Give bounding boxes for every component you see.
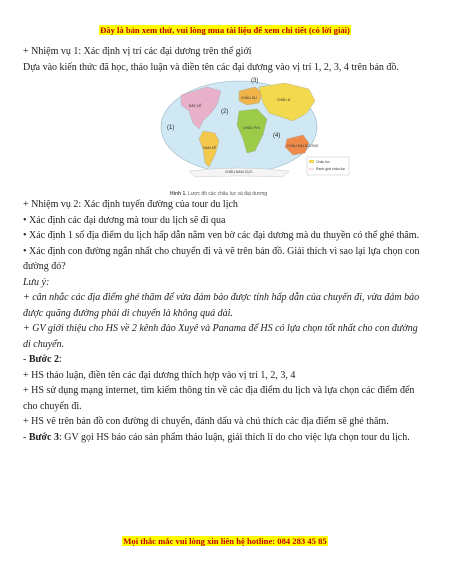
legend-boundary: Ranh giới châu lục [316,167,346,171]
marker-4: (4) [273,133,281,139]
step2-label: Bước 2 [28,354,59,365]
map-figure [23,77,427,197]
step2-heading [23,352,427,368]
preview-banner [0,25,450,35]
step3-label: Bước 3 [28,431,59,443]
label-asia: CHÂU Á [277,98,291,102]
document-body [23,44,427,445]
world-map [159,77,369,189]
step3-paragraph [23,430,427,446]
map-caption [170,187,267,203]
label-oceania: CHÂU ĐẠI DƯƠNG [287,144,319,148]
step3-prefix: - [23,431,29,443]
task1-text: Dựa vào kiến thức đã học, thảo luận và điền tên các đại dương vào vị trí 1, 2, 3, 4 trên bản đồ. [23,61,399,73]
label-south-america: NAM MĨ [203,146,216,150]
hotline-banner [0,536,450,546]
label-africa: CHÂU PHI [243,126,260,130]
note-item-2: + GV giới thiệu cho HS về 2 kênh đào Xuyê và Panama để HS có lựa chọn tốt nhất cho con đường di chuyển. [23,323,418,350]
label-antarctica: CHÂU NAM CỰC [225,170,253,174]
task2-heading: + Nhiệm vụ 2: Xác định tuyến đường của tour du lịch [23,199,238,210]
step2-item-2: + HS sử dụng mạng internet, tìm kiếm thông tin về các địa điểm du lịch và lựa chọn các điểm đến cho chuyến đi. [23,385,415,412]
step2-suffix: : [59,354,62,365]
marker-3: (3) [251,78,259,84]
label-europe: CHÂU ÂU [241,96,257,100]
step2-prefix: - [23,354,29,365]
caption-prefix: Hình 1. [170,191,187,197]
note-label: Lưu ý: [23,276,50,288]
legend-swatch [309,160,314,163]
marker-1: (1) [167,125,175,131]
label-north-america: BẮC MĨ [189,104,202,108]
map-legend [307,157,349,175]
step2-item-3: + HS vẽ trên bản đồ con đường di chuyển, đánh dấu và chú thích các địa điểm sẽ ghé thăm. [23,416,389,427]
preview-banner-text: Đây là bản xem thử, vui lòng mua tài liệu để xem chi tiết (có lời giải) [100,25,350,35]
legend-continent: Châu lục [316,160,330,164]
step2-item-1: + HS thảo luận, điền tên các đại dương thích hợp vào vị trí 1, 2, 3, 4 [23,369,296,381]
task2-bullet-1: • Xác định các đại dương mà tour du lịch sẽ đi qua [23,214,226,226]
caption-text: Lược đồ các châu lục và đại dương [188,191,268,197]
task2-bullet-3: • Xác định con đường ngắn nhất cho chuyến đi và vẽ trên bản đồ. Giải thích vì sao lại lựa chọn con đường đó? [23,245,420,272]
task1-heading: + Nhiệm vụ 1: Xác định vị trí các đại dương trên thế giới [23,46,252,57]
task2-bullet-2: • Xác định 1 số địa điểm du lịch hấp dẫn nằm ven bờ các đại dương mà du thuyền có thể ghé thăm. [23,230,420,241]
note-item-1: + cân nhắc các địa điểm ghé thăm để vừa đảm bảo được tính hấp dẫn của chuyến đi, vừa đảm bảo được quãng đường phải di chuyển là không quá dài. [23,292,420,319]
hotline-banner-text: Mọi thắc mắc vui lòng xin liên hệ hotline: 084 283 45 85 [123,536,327,546]
step3-text: : GV gọi HS báo cáo sản phẩm thảo luận, giải thích lí do cho việc lựa chọn tour du lịch. [59,431,410,443]
marker-2: (2) [221,109,229,115]
